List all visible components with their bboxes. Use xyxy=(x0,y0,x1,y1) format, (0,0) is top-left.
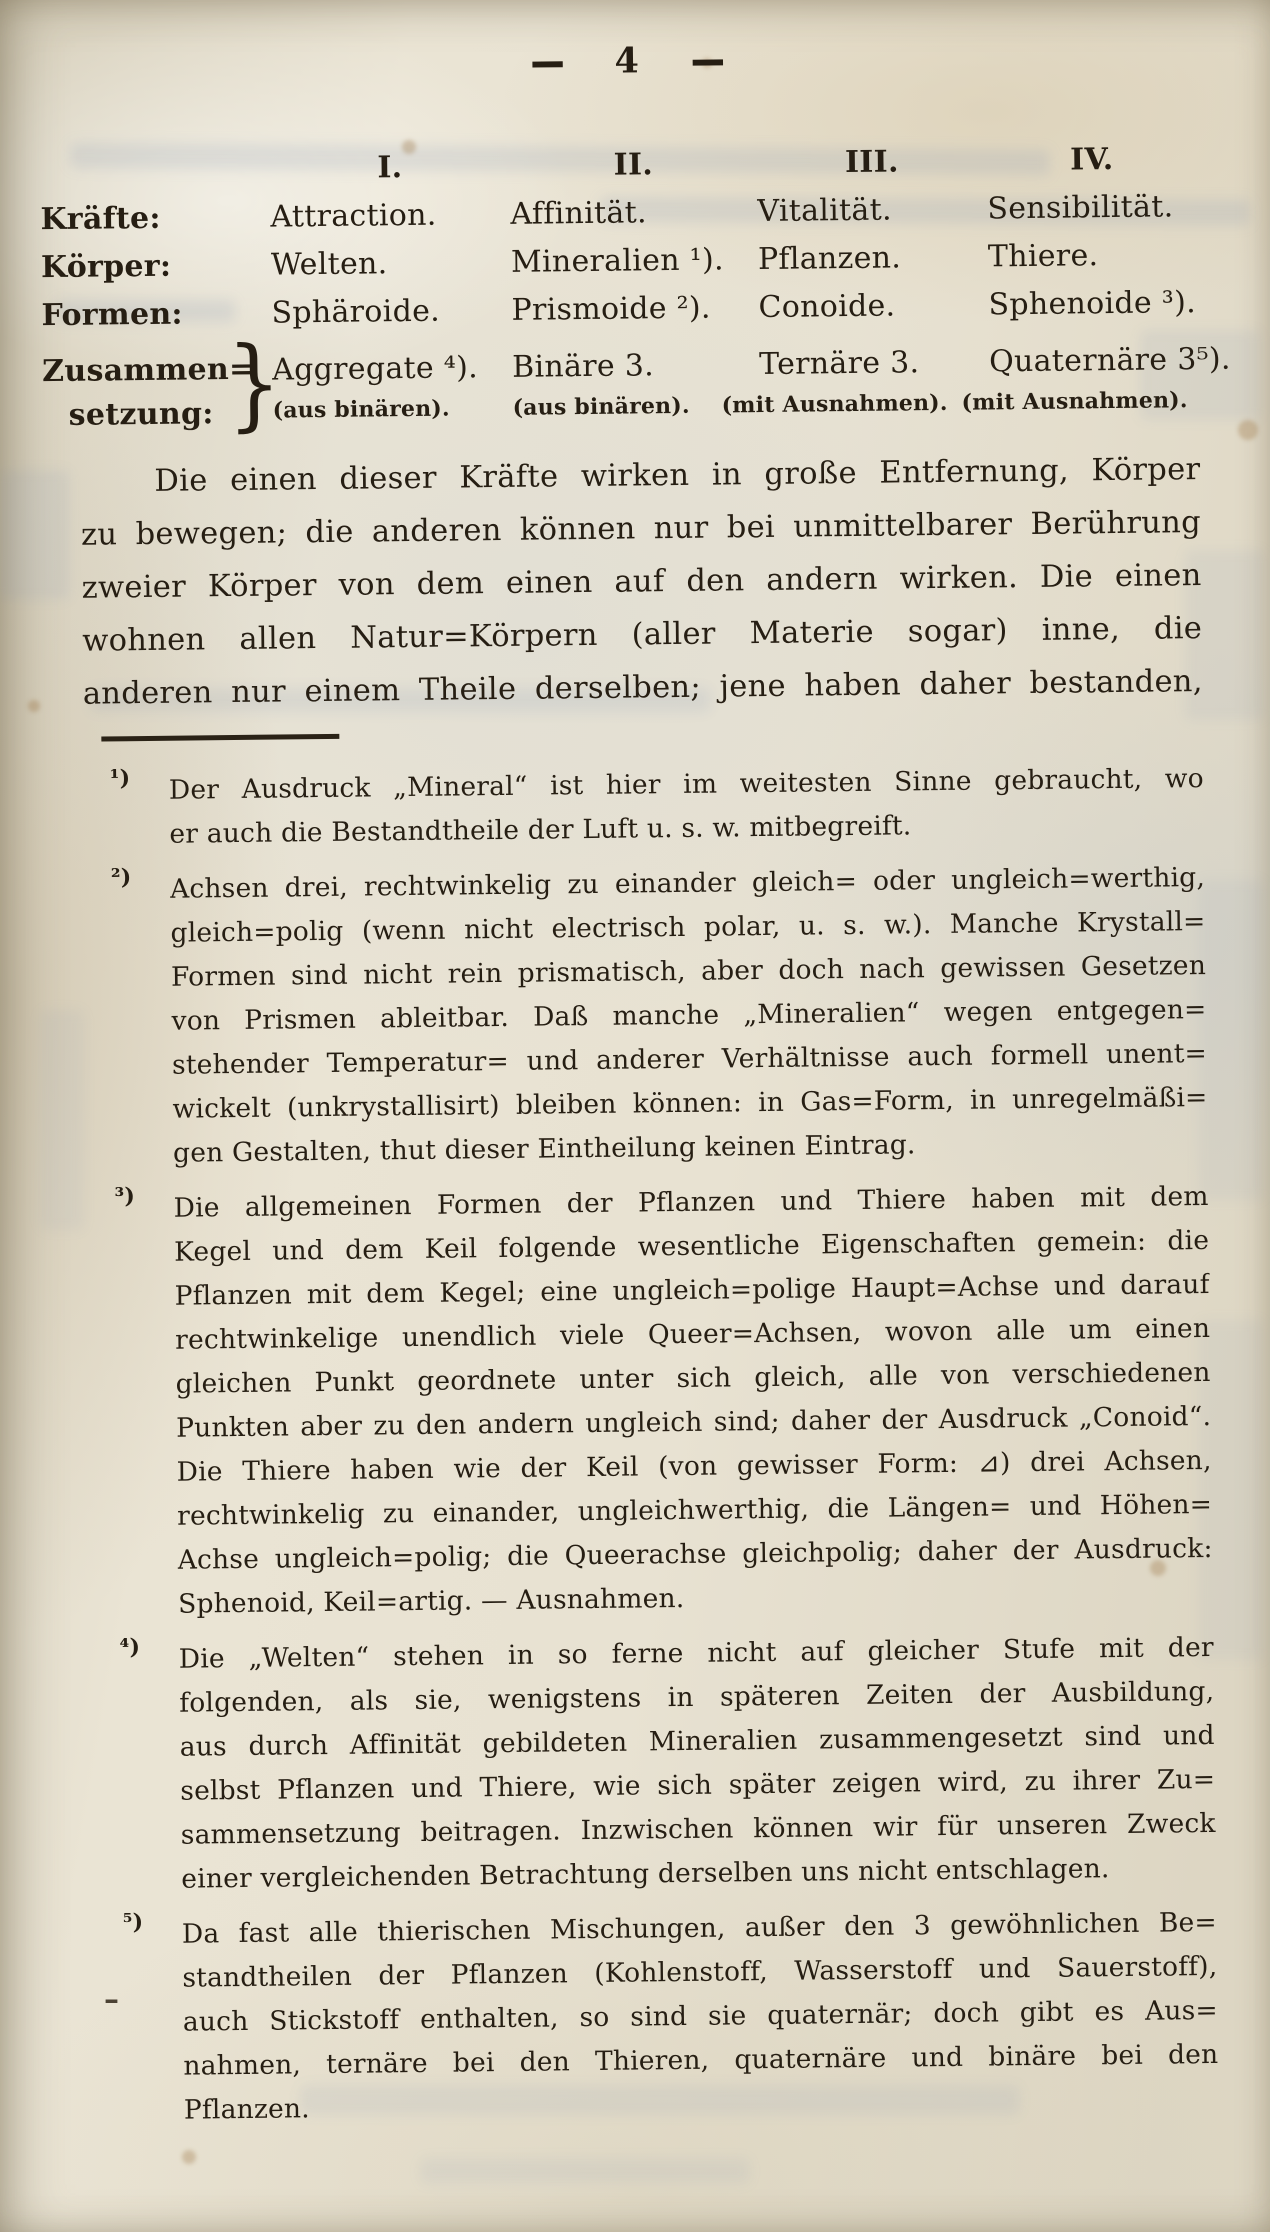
cell-value: Quaternäre 3⁵). xyxy=(988,341,1231,380)
cell-value: Binäre 3. xyxy=(511,348,655,385)
text-line: er auch die Bestandtheile der Luft u. s. w. mitbegreift. xyxy=(169,810,912,850)
table-cell: Welten. xyxy=(270,246,388,283)
column-header-1: I. xyxy=(377,150,403,186)
text-line: Pflanzen. xyxy=(183,2093,311,2126)
text-line: anderen nur einem Theile derselben; jene haben daher bestanden, xyxy=(82,664,1203,712)
row-label xyxy=(41,324,283,443)
text-line: nahmen, ternäre bei den Thieren, quaternäre und binäre bei den xyxy=(183,2038,1219,2082)
table-cell: Mineralien ¹). xyxy=(510,242,725,280)
footnotes xyxy=(84,757,1219,2134)
margin-dash-mark: – xyxy=(104,1982,119,2017)
table-cell: Attraction. xyxy=(270,197,437,235)
table-cell: Pflanzen. xyxy=(757,240,902,278)
column-header-4: IV. xyxy=(1069,142,1114,178)
text-line: Die allgemeinen Formen der Pflanzen und Thiere haben mit dem xyxy=(173,1180,1209,1224)
header-rule-right: — xyxy=(690,29,724,90)
text-line: Die „Welten“ stehen in so ferne nicht auf gleicher Stufe mit der xyxy=(178,1631,1214,1675)
text-line: Punkten aber zu den andern ungleich sind; daher der Ausdruck „Conoid“. xyxy=(176,1400,1212,1444)
text-line: rechtwinkelige unendlich viele Queer=Achsen, wovon alle um einen xyxy=(175,1312,1211,1356)
text-line: Da fast alle thierischen Mischungen, außer den 3 gewöhnlichen Be= xyxy=(181,1906,1218,1950)
footnote-1 xyxy=(84,757,1205,858)
text-line: auch Stickstoff enthalten, so sind sie quaternär; doch gibt es Aus= xyxy=(182,1994,1219,2038)
text-line: Achsen drei, rechtwinkelig zu einander gleich= oder ungleich=werthig, xyxy=(169,862,1206,905)
brace-glyph: } xyxy=(226,324,283,443)
table-cell: Sphenoide ³). xyxy=(988,285,1197,323)
text-line: selbst Pflanzen und Thiere, wie sich später zeigen wird, zu ihrer Zu= xyxy=(180,1763,1216,1807)
text-line: zu bewegen; die anderen können nur bei unmittelbarer Berührung xyxy=(80,505,1202,553)
text-line: wohnen allen Natur=Körpern (aller Materie sogar) inne, die xyxy=(82,611,1203,659)
header-rule-left: — xyxy=(530,31,563,92)
table-cell: Thiere. xyxy=(987,238,1099,275)
row-label: Formen: xyxy=(41,296,184,334)
text-line: Formen sind nicht rein prismatisch, aber doch nach gewissen Gesetzen xyxy=(170,950,1207,993)
table-cell xyxy=(961,337,1232,420)
footnote-marker: ⁵) xyxy=(122,1909,144,1936)
body-paragraph xyxy=(80,443,1203,721)
text-line: Die einen dieser Kräfte wirken in große Entfernung, Körper xyxy=(154,452,1201,499)
text-line: einer vergleichenden Betrachtung derselben uns nicht entschlagen. xyxy=(181,1853,1110,1895)
table-row-composition xyxy=(41,324,1231,443)
bleedthrough-mark xyxy=(420,2158,750,2184)
text-line: aus durch Affinität gebildeten Mineralien zusammengesetzt sind und xyxy=(179,1719,1215,1763)
text-line: stehender Temperatur= und anderer Verhältnisse auch formell unent= xyxy=(171,1038,1208,1081)
cell-subvalue: (aus binären). xyxy=(272,395,450,424)
foxing-spot xyxy=(182,2150,196,2164)
table-cell: Vitalität. xyxy=(757,192,893,230)
text-line: sammensetzung beitragen. Inzwischen können wir für unseren Zweck xyxy=(180,1807,1216,1851)
cell-subvalue: (mit Ausnahmen). xyxy=(721,389,948,419)
footnote-5 xyxy=(97,1901,1219,2134)
text-line: standtheilen der Pflanzen (Kohlenstoff, Wasserstoff und Sauerstoff), xyxy=(182,1950,1218,1994)
cell-value: Aggregate ⁴). xyxy=(271,350,479,388)
table-cell: Affinität. xyxy=(510,195,648,232)
footnote-separator xyxy=(101,734,339,742)
text-line: Achse ungleich=polig; die Queerachse gleichpolig; daher der Ausdruck: xyxy=(177,1532,1213,1576)
footnote-2 xyxy=(85,856,1208,1177)
text-line: gleich=polig (wenn nicht electrisch polar, u. s. w.). Manche Krystall= xyxy=(170,906,1206,949)
text-line: Kegel und dem Keil folgende wesentliche Eigenschaften gemein: die xyxy=(174,1224,1210,1268)
classification-table xyxy=(40,141,1231,443)
footnote-marker: ³) xyxy=(114,1183,136,1210)
text-line: wickelt (unkrystallisirt) bleiben können: in Gas=Form, in unregelmäßi= xyxy=(172,1082,1208,1125)
page-number: 4 xyxy=(614,39,640,82)
text-line: rechtwinkelig zu einander, ungleichwerthig, die Längen= und Höhen= xyxy=(176,1488,1213,1532)
text-line: Der Ausdruck „Mineral“ ist hier im weitesten Sinne gebraucht, wo xyxy=(168,763,1205,806)
page-header xyxy=(57,31,1195,90)
cell-subvalue: (aus binären). xyxy=(512,392,690,421)
column-header-2: II. xyxy=(613,147,654,183)
text-line: von Prismen ableitbar. Daß manche „Mineralien“ wegen entgegen= xyxy=(171,994,1207,1037)
text-line: gen Gestalten, thut dieser Eintheilung keinen Eintrag. xyxy=(172,1129,916,1169)
footnote-marker: ⁴) xyxy=(119,1634,141,1661)
table-cell xyxy=(272,345,513,428)
table-cell xyxy=(721,339,990,422)
row-label-line1: Zusammen= xyxy=(41,351,255,390)
table-cell: Sensibilität. xyxy=(987,189,1174,227)
cell-subvalue: (mit Ausnahmen). xyxy=(961,387,1188,416)
text-line: folgenden, als sie, wenigstens in späteren Zeiten der Ausbildung, xyxy=(179,1675,1215,1719)
text-line: Die Thiere haben wie der Keil (von gewisser Form: ⊿) drei Achsen, xyxy=(176,1444,1212,1488)
table-cell: Conoide. xyxy=(758,288,896,326)
text-line: zweier Körper von dem einen auf den andern wirken. Die einen xyxy=(81,558,1202,606)
footnote-3 xyxy=(88,1175,1213,1628)
table-cell: Prismoide ²). xyxy=(511,290,711,328)
table-corner xyxy=(40,179,270,182)
column-header-3: III. xyxy=(844,144,899,181)
text-line: Pflanzen mit dem Kegel; eine ungleich=polige Haupt=Achse und darauf xyxy=(174,1268,1210,1312)
row-label: Kräfte: xyxy=(40,200,161,238)
text-line: Sphenoid, Keil=artig. — Ausnahmen. xyxy=(177,1582,685,1620)
footnote-marker: ¹) xyxy=(109,765,131,792)
row-label: Körper: xyxy=(40,248,172,286)
text-line: gleichen Punkt geordnete unter sich gleich, alle von verschiedenen xyxy=(175,1356,1211,1400)
footnote-marker: ²) xyxy=(110,864,132,891)
table-cell: Sphäroide. xyxy=(271,293,441,331)
row-label-line2: setzung: xyxy=(68,396,214,433)
cell-value: Ternäre 3. xyxy=(758,345,920,383)
footnote-4 xyxy=(94,1626,1217,1903)
